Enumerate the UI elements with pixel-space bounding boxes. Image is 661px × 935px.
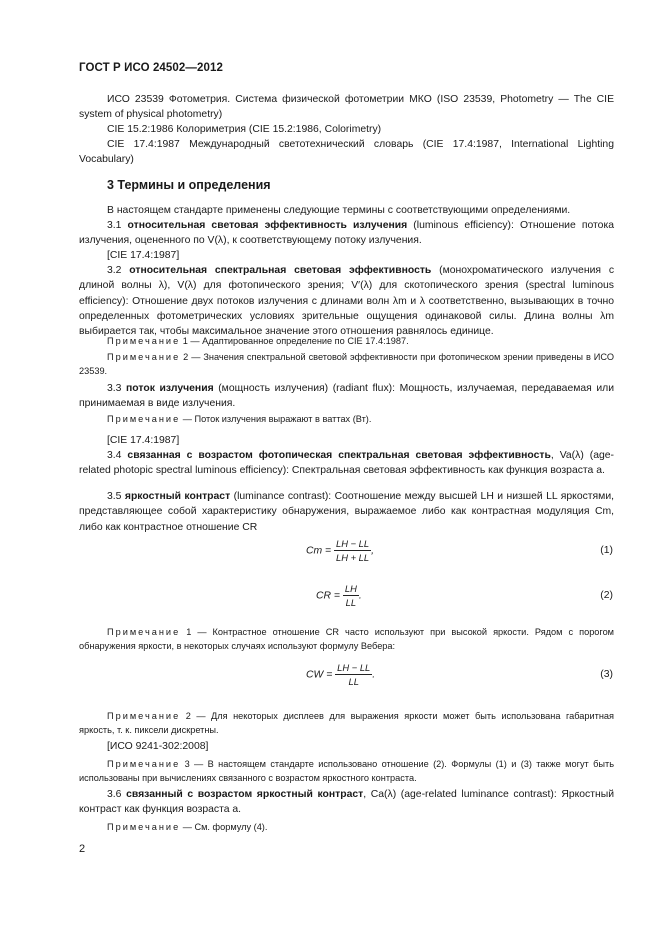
page-number: 2 bbox=[79, 843, 86, 855]
term-3-5 bbox=[79, 489, 614, 535]
equation-fraction bbox=[334, 538, 371, 563]
equation-fraction bbox=[335, 662, 372, 687]
note-text: 1 — Адаптированное определение по CIE 17.4:1987. bbox=[180, 336, 409, 346]
term-number: 3.4 bbox=[107, 450, 122, 461]
term-title: относительная спектральная световая эффективность bbox=[129, 265, 432, 276]
equation-lhs: CW = bbox=[306, 669, 333, 681]
denominator: LL bbox=[345, 597, 357, 608]
reference-cie-17-4: CIE 17.4:1987 Международный светотехнический словарь (CIE 17.4:1987, International Lighting Vocabulary) bbox=[79, 139, 614, 166]
note-text: 3 — В настоящем стандарте использовано отношение (2). Формулы (1) и (3) также могут быть использованы при вычислениях связанного с возрастом яркостного контраста. bbox=[79, 759, 614, 783]
note-label: Примечание bbox=[107, 711, 181, 721]
term-3-4 bbox=[79, 448, 614, 479]
document-header: ГОСТ Р ИСО 24502—2012 bbox=[79, 62, 224, 74]
term-number: 3.5 bbox=[107, 491, 122, 502]
note-label: Примечание bbox=[107, 336, 181, 346]
note-cr-1 bbox=[79, 625, 614, 653]
term-number: 3.3 bbox=[107, 383, 122, 394]
note-label: Примечание bbox=[107, 759, 181, 769]
note-3-6 bbox=[79, 820, 614, 834]
note-label: Примечание bbox=[107, 822, 181, 832]
note-3-formula bbox=[79, 757, 614, 785]
term-definition: (luminance contrast): Соотношение между высшей LH и низшей LL яркостями, представляющее собой характеристику обнаружения, выражаемое либо как контрастная модуляция Cm, либо как контрастное отношение CR bbox=[79, 491, 615, 533]
numerator: LH bbox=[344, 583, 357, 594]
note-2-display bbox=[79, 709, 614, 737]
note-text: 2 — Для некоторых дисплеев для выражения яркости может быть использована габаритная яркость, т. к. пиксели дискретны. bbox=[79, 711, 614, 735]
term-title: относительная световая эффективность излучения bbox=[127, 220, 408, 231]
note-3-3 bbox=[79, 412, 614, 426]
equation-lhs: CR = bbox=[316, 590, 340, 602]
note-label: Примечание bbox=[107, 627, 181, 637]
term-title: поток излучения bbox=[126, 383, 214, 394]
note-text: 2 — Значения спектральной световой эффективности при фотопическом зрении приведены в ИСО 23539. bbox=[79, 352, 614, 376]
equation-fraction bbox=[343, 583, 359, 608]
section-heading: 3 Термины и определения bbox=[107, 178, 271, 192]
term-3-1 bbox=[79, 218, 614, 249]
equation-punct: . bbox=[358, 590, 362, 602]
numerator: LH − LL bbox=[337, 662, 371, 673]
term-3-2 bbox=[79, 263, 614, 339]
source-ref: [CIE 17.4:1987] bbox=[107, 250, 180, 261]
note-label: Примечание bbox=[107, 352, 181, 362]
note-text: 1 — Контрастное отношение CR часто используют при высокой яркости. Рядом с порогом обнаружения яркости, в некоторых случаях используют формулу Вебера: bbox=[79, 627, 614, 651]
equation-2 bbox=[316, 583, 362, 608]
term-definition: (luminous efficiency): Отношение потока излучения, оцененного по V(λ), к соответствующему потоку излучения. bbox=[79, 220, 614, 247]
term-title: связанный с возрастом яркостный контраст bbox=[126, 789, 364, 800]
equation-punct: . bbox=[372, 669, 376, 681]
equation-1 bbox=[306, 538, 374, 563]
term-number: 3.2 bbox=[107, 265, 122, 276]
term-3-3 bbox=[79, 381, 614, 412]
intro-paragraph: В настоящем стандарте применены следующие термины с соответствующими определениями. bbox=[107, 205, 571, 216]
note-label: Примечание bbox=[107, 414, 181, 424]
note-3-2-1 bbox=[79, 334, 614, 348]
source-ref: [CIE 17.4:1987] bbox=[107, 435, 180, 446]
reference-iso-23539: ИСО 23539 Фотометрия. Система физической фотометрии МКО (ISO 23539, Photometry — The CIE system of physical photometry) bbox=[79, 94, 614, 121]
equation-3 bbox=[306, 662, 375, 687]
equation-lhs: Cm = bbox=[306, 545, 332, 557]
equation-number: (2) bbox=[600, 590, 613, 601]
note-text: — Поток излучения выражают в ваттах (Вт). bbox=[180, 414, 372, 424]
term-number: 3.1 bbox=[107, 220, 122, 231]
equation-number: (3) bbox=[600, 669, 613, 680]
equation-punct: , bbox=[371, 545, 375, 557]
equation-number: (1) bbox=[600, 545, 613, 556]
term-definition: (мощность излучения) (radiant flux): Мощность, излучаемая, передаваемая или принимаемая в виде излучения. bbox=[79, 383, 615, 410]
reference-cie-15-2: CIE 15.2:1986 Колориметрия (CIE 15.2:1986, Colorimetry) bbox=[107, 124, 382, 135]
numerator: LH − LL bbox=[336, 538, 370, 549]
note-text: — См. формулу (4). bbox=[180, 822, 268, 832]
denominator: LH + LL bbox=[336, 552, 370, 563]
term-3-6 bbox=[79, 787, 614, 818]
denominator: LL bbox=[348, 676, 359, 687]
term-title: яркостный контраст bbox=[124, 491, 231, 502]
term-number: 3.6 bbox=[107, 789, 122, 800]
term-definition: , Va(λ) (age-related photopic spectral luminous efficiency): Спектральная световая эффективность как функция возраста a. bbox=[79, 450, 614, 477]
term-definition: (монохроматического излучения с длиной волны λ), V(λ) для фотопического зрения; V′(λ) для скотопического зрения (spectral luminous efficiency): Отношение двух потоков излучения с длинами волн λm и λ соответственно, вызывающих в точно определенных фотометрических условиях зрительные ощущения одинаковой силы. Длина волны λm выбирается так, чтобы максимальное значение этого отношения равнялось единице. bbox=[79, 265, 615, 338]
source-ref: [ИСО 9241-302:2008] bbox=[107, 741, 209, 752]
note-3-2-2 bbox=[79, 350, 614, 378]
term-definition: , Ca(λ) (age-related luminance contrast): Яркостный контраст как функция возраста a. bbox=[79, 789, 615, 816]
term-title: связанная с возрастом фотопическая спектральная световая эффективность bbox=[127, 450, 551, 461]
